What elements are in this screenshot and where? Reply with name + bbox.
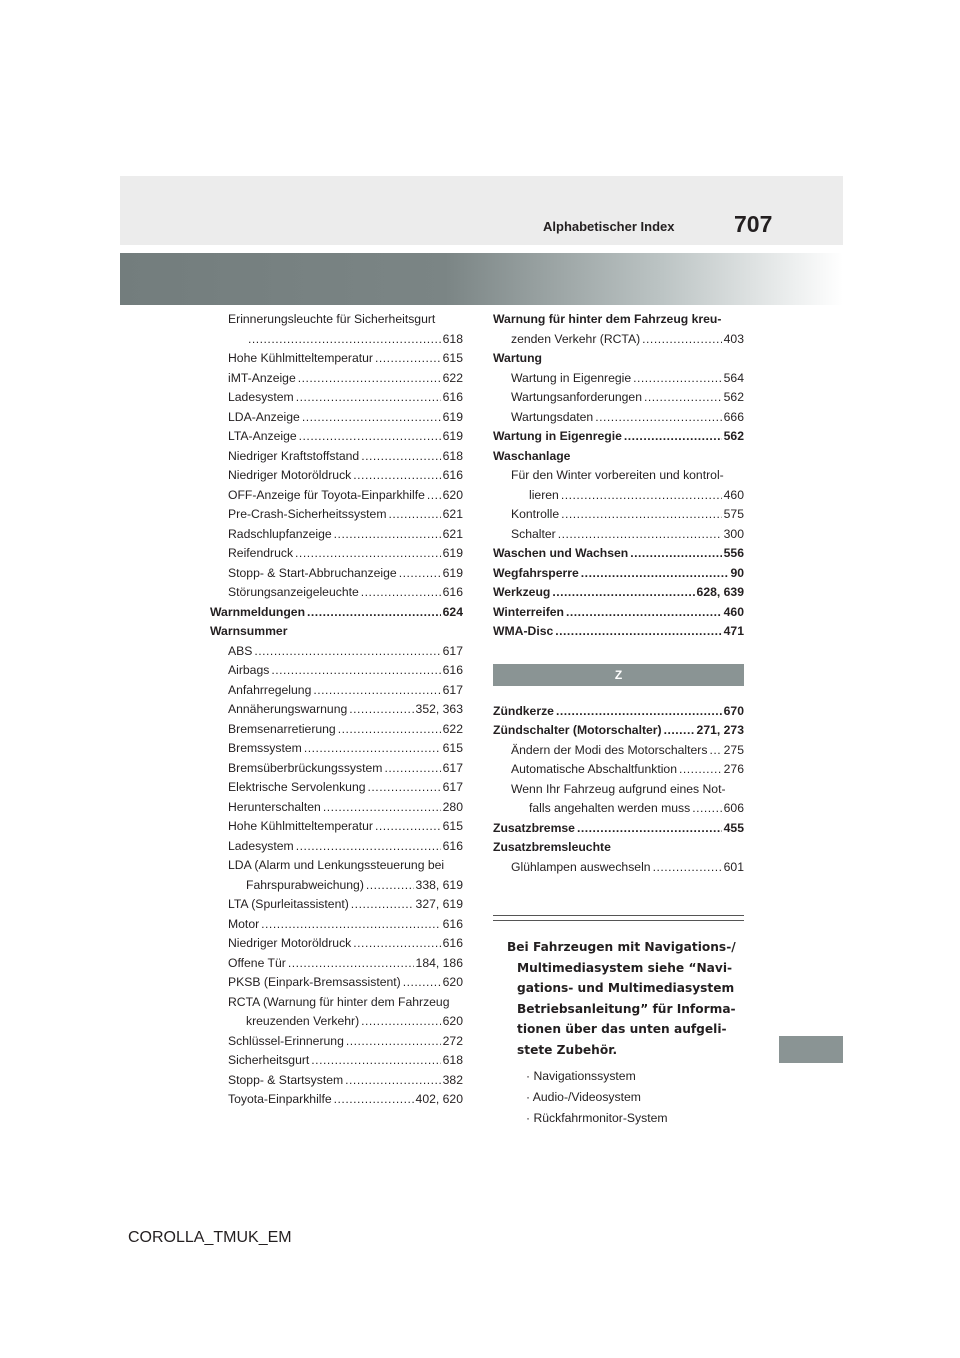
index-entry-term: Ladesystem — [228, 838, 294, 853]
leader-dots — [664, 721, 695, 741]
index-entry-term: Wartung — [493, 351, 542, 365]
index-entry-page: 352, 363 — [415, 702, 463, 716]
index-entry-term: Störungsanzeigeleuchte — [228, 585, 359, 599]
index-entry-term: lieren — [529, 487, 559, 502]
index-entry-term: Annäherungswarnung — [228, 702, 348, 716]
index-entry-term: kreuzenden Verkehr) — [246, 1014, 360, 1028]
index-list-w — [493, 310, 744, 642]
index-entry-term: Wartung in Eigenregie — [511, 370, 632, 385]
leader-dots — [353, 934, 440, 954]
index-entry-term: Glühlampen auswechseln — [511, 859, 651, 874]
leader-dots — [403, 973, 441, 993]
leader-dots — [566, 603, 722, 623]
index-entry — [210, 1012, 463, 1032]
index-entry — [210, 895, 463, 915]
index-entry-page: 628, 639 — [696, 585, 744, 599]
leader-dots — [642, 330, 722, 350]
index-entry — [210, 934, 463, 954]
index-entry-term: Wartungsanforderungen — [511, 390, 642, 404]
index-entry — [210, 817, 463, 837]
index-entry-term: Herunterschalten — [228, 799, 321, 814]
index-entry — [210, 427, 463, 447]
footer-model-code: COROLLA_TMUK_EM — [128, 1229, 292, 1246]
index-entry-page: 460 — [723, 487, 744, 502]
leader-dots — [261, 915, 441, 935]
index-entry-page: 403 — [723, 331, 744, 346]
index-entry — [210, 369, 463, 389]
leader-dots — [624, 427, 722, 447]
index-entry-term: Elektrische Servolenkung — [228, 780, 366, 794]
index-entry — [210, 778, 463, 798]
index-entry-term: WMA-Disc — [493, 624, 554, 638]
index-entry-term: zenden Verkehr (RCTA) — [511, 331, 641, 346]
index-entry-page: 338, 619 — [415, 877, 463, 892]
index-entry-term: Automatische Abschaltfunktion — [511, 762, 677, 776]
index-entry — [493, 369, 744, 389]
index-entry — [493, 702, 744, 722]
index-entry-page: 615 — [442, 351, 463, 365]
index-entry-term: Radschlupfanzeige — [228, 526, 332, 541]
index-entry-term: LDA-Anzeige — [228, 409, 300, 424]
index-entry — [210, 973, 463, 993]
index-entry-term: Kontrolle — [511, 507, 560, 521]
index-entry-term: Hohe Kühlmitteltemperatur — [228, 819, 373, 833]
index-entry-page: 382 — [442, 1072, 463, 1087]
index-entry-page: 622 — [442, 370, 463, 385]
index-entry-term: PKSB (Einpark-Bremsassistent) — [228, 975, 401, 989]
index-entry — [493, 603, 744, 623]
leader-dots — [427, 486, 441, 506]
index-entry — [493, 583, 744, 603]
leader-dots — [295, 544, 441, 564]
index-entry-page: 402, 620 — [415, 1092, 463, 1106]
index-entry-term: Winterreifen — [493, 604, 564, 619]
index-entry-page: 620 — [442, 487, 463, 502]
leader-dots — [254, 642, 440, 662]
note-item-list — [493, 1066, 744, 1129]
index-entry-page: 562 — [723, 390, 744, 404]
index-entry — [210, 681, 463, 701]
index-entry-term: Bremsüberbrückungssystem — [228, 760, 383, 775]
index-entry — [210, 525, 463, 545]
letter-heading-z: Z — [493, 664, 744, 686]
leader-dots — [595, 408, 721, 428]
index-entry — [210, 564, 463, 584]
note-item: · Audio-/Videosystem — [526, 1090, 641, 1104]
index-entry — [210, 349, 463, 369]
index-entry — [210, 505, 463, 525]
index-entry-term: RCTA (Warnung für hinter dem Fahrzeug — [228, 994, 450, 1009]
leader-dots — [577, 819, 722, 839]
leader-dots — [271, 661, 440, 681]
leader-dots — [298, 369, 441, 389]
index-entry-term: Werkzeug — [493, 585, 551, 599]
index-entry-term: Wartung in Eigenregie — [493, 429, 622, 443]
index-entry-term: Warnmeldungen — [210, 604, 306, 619]
index-entry — [210, 856, 463, 876]
index-entry-page: 556 — [723, 546, 744, 560]
index-entry-page: 616 — [442, 916, 463, 931]
index-entry — [493, 466, 744, 486]
index-entry-term: Für den Winter vorbereiten und kontrol- — [511, 468, 724, 482]
index-entry — [493, 760, 744, 780]
index-entry-page: 619 — [442, 409, 463, 424]
index-entry — [493, 310, 744, 330]
index-entry — [210, 330, 463, 350]
index-entry-term: Warnsummer — [210, 624, 288, 638]
index-entry-page: 618 — [442, 1053, 463, 1067]
leader-dots — [361, 583, 441, 603]
index-entry-page: 184, 186 — [415, 955, 463, 970]
index-entry-term: LDA (Alarm und Lenkungssteuerung bei — [228, 858, 445, 872]
index-entry-term: Ändern der Modi des Motorschalters — [511, 742, 708, 757]
index-entry — [493, 486, 744, 506]
leader-dots — [307, 603, 441, 623]
index-entry-page: 622 — [442, 721, 463, 736]
leader-dots — [384, 759, 440, 779]
index-entry — [493, 622, 744, 642]
index-entry-term: iMT-Anzeige — [228, 370, 296, 385]
index-entry-page: 300 — [723, 526, 744, 541]
index-entry-page: 670 — [723, 703, 744, 718]
index-entry-page: 271, 273 — [696, 723, 744, 737]
leader-dots — [334, 525, 441, 545]
index-entry-term: Reifendruck — [228, 546, 294, 560]
index-entry — [493, 408, 744, 428]
note-item: · Navigationssystem — [526, 1069, 636, 1083]
index-entry-page: 275 — [723, 742, 744, 757]
leader-dots — [581, 564, 729, 584]
index-entry-page: 619 — [442, 546, 463, 560]
note-heading-line: Multimediasystem siehe “Navi- — [517, 960, 733, 975]
index-entry — [210, 1032, 463, 1052]
index-entry — [493, 858, 744, 878]
index-entry — [493, 349, 744, 369]
index-entry — [210, 642, 463, 662]
index-entry-term: Ladesystem — [228, 390, 294, 404]
leader-dots — [633, 369, 722, 389]
leader-dots — [556, 702, 722, 722]
index-entry — [210, 544, 463, 564]
leader-dots — [334, 1090, 414, 1110]
leader-dots — [679, 760, 722, 780]
note-heading — [493, 937, 744, 1060]
index-entry — [210, 486, 463, 506]
index-entry — [493, 780, 744, 800]
leader-dots — [558, 525, 722, 545]
leader-dots — [338, 720, 441, 740]
index-entry-term: Sicherheitsgurt — [228, 1053, 310, 1067]
index-entry — [210, 466, 463, 486]
index-entry-term: Hohe Kühlmitteltemperatur — [228, 351, 373, 365]
note-heading-line: gations- und Multimediasystem — [517, 981, 735, 995]
index-entry — [210, 388, 463, 408]
leader-dots — [653, 858, 722, 878]
index-entry-term: Zusatzbremsleuchte — [493, 840, 611, 854]
index-entry-page: 280 — [442, 799, 463, 814]
index-entry — [210, 447, 463, 467]
index-entry-page: 620 — [442, 1014, 463, 1028]
index-entry-page: 624 — [442, 604, 463, 619]
index-entry-page: 618 — [442, 448, 463, 463]
leader-dots — [630, 544, 721, 564]
leader-dots — [296, 837, 441, 857]
index-entry-term: Niedriger Kraftstoffstand — [228, 448, 360, 463]
leader-dots — [248, 330, 441, 350]
index-entry-term: Zündkerze — [493, 703, 554, 718]
index-entry — [210, 622, 463, 642]
index-entry-page: 617 — [442, 760, 463, 775]
index-entry — [210, 700, 463, 720]
index-entry — [493, 544, 744, 564]
index-entry-term: Niedriger Motoröldruck — [228, 936, 352, 950]
index-list-z — [493, 702, 744, 878]
leader-dots — [555, 622, 721, 642]
note-heading-line: Betriebsanleitung” für Informa- — [517, 1001, 736, 1016]
index-entry — [210, 408, 463, 428]
index-entry — [210, 583, 463, 603]
index-entry-term: falls angehalten werden muss — [529, 801, 691, 815]
index-entry-term: Pre-Crash-Sicherheitssystem — [228, 507, 387, 521]
leader-dots — [375, 349, 441, 369]
index-entry — [210, 1071, 463, 1091]
index-entry — [493, 505, 744, 525]
index-entry — [210, 876, 463, 896]
leader-dots — [304, 739, 441, 759]
index-entry-term: OFF-Anzeige für Toyota-Einparkhilfe — [228, 487, 425, 502]
index-entry-page: 620 — [442, 975, 463, 989]
index-entry-page: 272 — [442, 1033, 463, 1048]
leader-dots — [296, 388, 441, 408]
note-item: · Rückfahrmonitor-System — [526, 1111, 668, 1125]
index-entry-term: LTA (Spurleitassistent) — [228, 897, 349, 911]
index-entry-page: 327, 619 — [415, 897, 463, 911]
index-entry-page: 455 — [723, 820, 744, 835]
note-divider — [493, 915, 744, 921]
index-entry-page: 606 — [723, 801, 744, 815]
index-entry — [493, 427, 744, 447]
index-entry — [493, 819, 744, 839]
index-entry — [210, 739, 463, 759]
index-entry — [493, 564, 744, 584]
index-entry-page: 617 — [442, 682, 463, 697]
index-entry-term: LTA-Anzeige — [228, 429, 297, 443]
index-entry-page: 616 — [442, 936, 463, 950]
leader-dots — [313, 681, 440, 701]
index-entry-term: Airbags — [228, 663, 270, 677]
index-entry-term: Stopp- & Start-Abbruchanzeige — [228, 565, 397, 580]
leader-dots — [351, 895, 414, 915]
leader-dots — [288, 954, 414, 974]
index-column-right — [493, 310, 744, 1129]
index-entry-term: Zusatzbremse — [493, 820, 575, 835]
leader-dots — [368, 778, 441, 798]
index-column-left — [210, 310, 463, 1110]
index-entry — [210, 720, 463, 740]
index-entry-term: Fahrspurabweichung) — [246, 877, 364, 892]
leader-dots — [353, 466, 440, 486]
index-entry-page: 564 — [723, 370, 744, 385]
index-entry-page: 621 — [442, 507, 463, 521]
leader-dots — [345, 1071, 441, 1091]
index-entry-page: 615 — [442, 819, 463, 833]
leader-dots — [692, 799, 721, 819]
index-entry-term: Toyota-Einparkhilfe — [228, 1092, 332, 1106]
index-entry — [493, 388, 744, 408]
index-entry-page: 621 — [442, 526, 463, 541]
index-entry — [493, 330, 744, 350]
index-entry-term: Bremssystem — [228, 741, 302, 755]
leader-dots — [366, 876, 414, 896]
leader-dots — [323, 798, 441, 818]
index-entry — [210, 915, 463, 935]
index-entry-page: 616 — [442, 838, 463, 853]
index-entry-term: Motor — [228, 916, 260, 931]
index-entry-term: Bremsenarretierung — [228, 721, 336, 736]
header-gradient-bar — [120, 253, 843, 305]
index-entry-page: 460 — [723, 604, 744, 619]
index-entry-term: Erinnerungsleuchte für Sicherheitsgurt — [228, 312, 436, 326]
index-entry-term: Waschanlage — [493, 448, 571, 463]
index-entry — [210, 603, 463, 623]
leader-dots — [361, 447, 440, 467]
leader-dots — [375, 817, 441, 837]
leader-dots — [311, 1051, 440, 1071]
index-entry-term: Waschen und Wachsen — [493, 546, 629, 560]
index-entry — [493, 799, 744, 819]
index-entry — [493, 838, 744, 858]
index-entry — [493, 447, 744, 467]
index-entry — [210, 798, 463, 818]
index-entry — [210, 1090, 463, 1110]
leader-dots — [561, 486, 722, 506]
index-entry-term: Wartungsdaten — [511, 409, 594, 424]
note-heading-line: tionen über das unten aufgeli- — [517, 1022, 727, 1036]
leader-dots — [561, 505, 722, 525]
leader-dots — [709, 741, 721, 761]
leader-dots — [399, 564, 441, 584]
leader-dots — [299, 427, 441, 447]
index-entry-page: 616 — [442, 468, 463, 482]
index-entry-term: Wegfahrsperre — [493, 565, 579, 580]
index-entry-term: Offene Tür — [228, 955, 286, 970]
thumb-index-tab — [779, 1036, 843, 1063]
index-entry-page: 617 — [442, 643, 463, 658]
note-heading-line: stete Zubehör. — [517, 1042, 618, 1057]
leader-dots — [302, 408, 441, 428]
note-heading-line: Bei Fahrzeugen mit Navigations-/ — [507, 940, 736, 954]
index-entry-page: 601 — [723, 859, 744, 874]
index-entry-term: Wenn Ihr Fahrzeug aufgrund eines Not- — [511, 781, 726, 796]
index-entry-page: 276 — [723, 762, 744, 776]
index-entry-term: Schlüssel-Erinnerung — [228, 1033, 344, 1048]
index-entry-term: Zündschalter (Motorschalter) — [493, 723, 662, 737]
section-title: Alphabetischer Index — [543, 219, 675, 234]
index-entry — [493, 721, 744, 741]
index-entry-page: 616 — [442, 585, 463, 599]
page-number: 707 — [734, 211, 773, 237]
index-entry-page: 619 — [442, 429, 463, 443]
index-entry-term: Niedriger Motoröldruck — [228, 468, 352, 482]
index-entry-page: 618 — [442, 331, 463, 346]
index-entry — [210, 661, 463, 681]
index-entry-term: Stopp- & Startsystem — [228, 1072, 344, 1087]
index-entry — [493, 741, 744, 761]
index-entry — [210, 310, 463, 330]
index-entry-page: 619 — [442, 565, 463, 580]
leader-dots — [644, 388, 722, 408]
index-entry-page: 616 — [442, 390, 463, 404]
index-entry-term: Schalter — [511, 526, 556, 541]
index-entry — [210, 837, 463, 857]
index-entry-term: Warnung für hinter dem Fahrzeug kreu- — [493, 312, 722, 326]
leader-dots — [361, 1012, 441, 1032]
leader-dots — [349, 700, 413, 720]
index-entry-page: 615 — [442, 741, 463, 755]
index-entry-page: 575 — [723, 507, 744, 521]
index-entry-page: 666 — [723, 409, 744, 424]
index-entry — [210, 759, 463, 779]
index-entry — [210, 954, 463, 974]
leader-dots — [552, 583, 694, 603]
index-entry-page: 90 — [730, 565, 744, 580]
index-entry — [210, 1051, 463, 1071]
index-entry-page: 616 — [442, 663, 463, 677]
leader-dots — [388, 505, 440, 525]
index-entry-page: 471 — [723, 624, 744, 638]
index-entry-term: ABS — [228, 643, 253, 658]
index-entry — [493, 525, 744, 545]
index-entry-term: Anfahrregelung — [228, 682, 312, 697]
leader-dots — [346, 1032, 441, 1052]
index-entry-page: 562 — [723, 429, 744, 443]
index-entry — [210, 993, 463, 1013]
index-entry-page: 617 — [442, 780, 463, 794]
